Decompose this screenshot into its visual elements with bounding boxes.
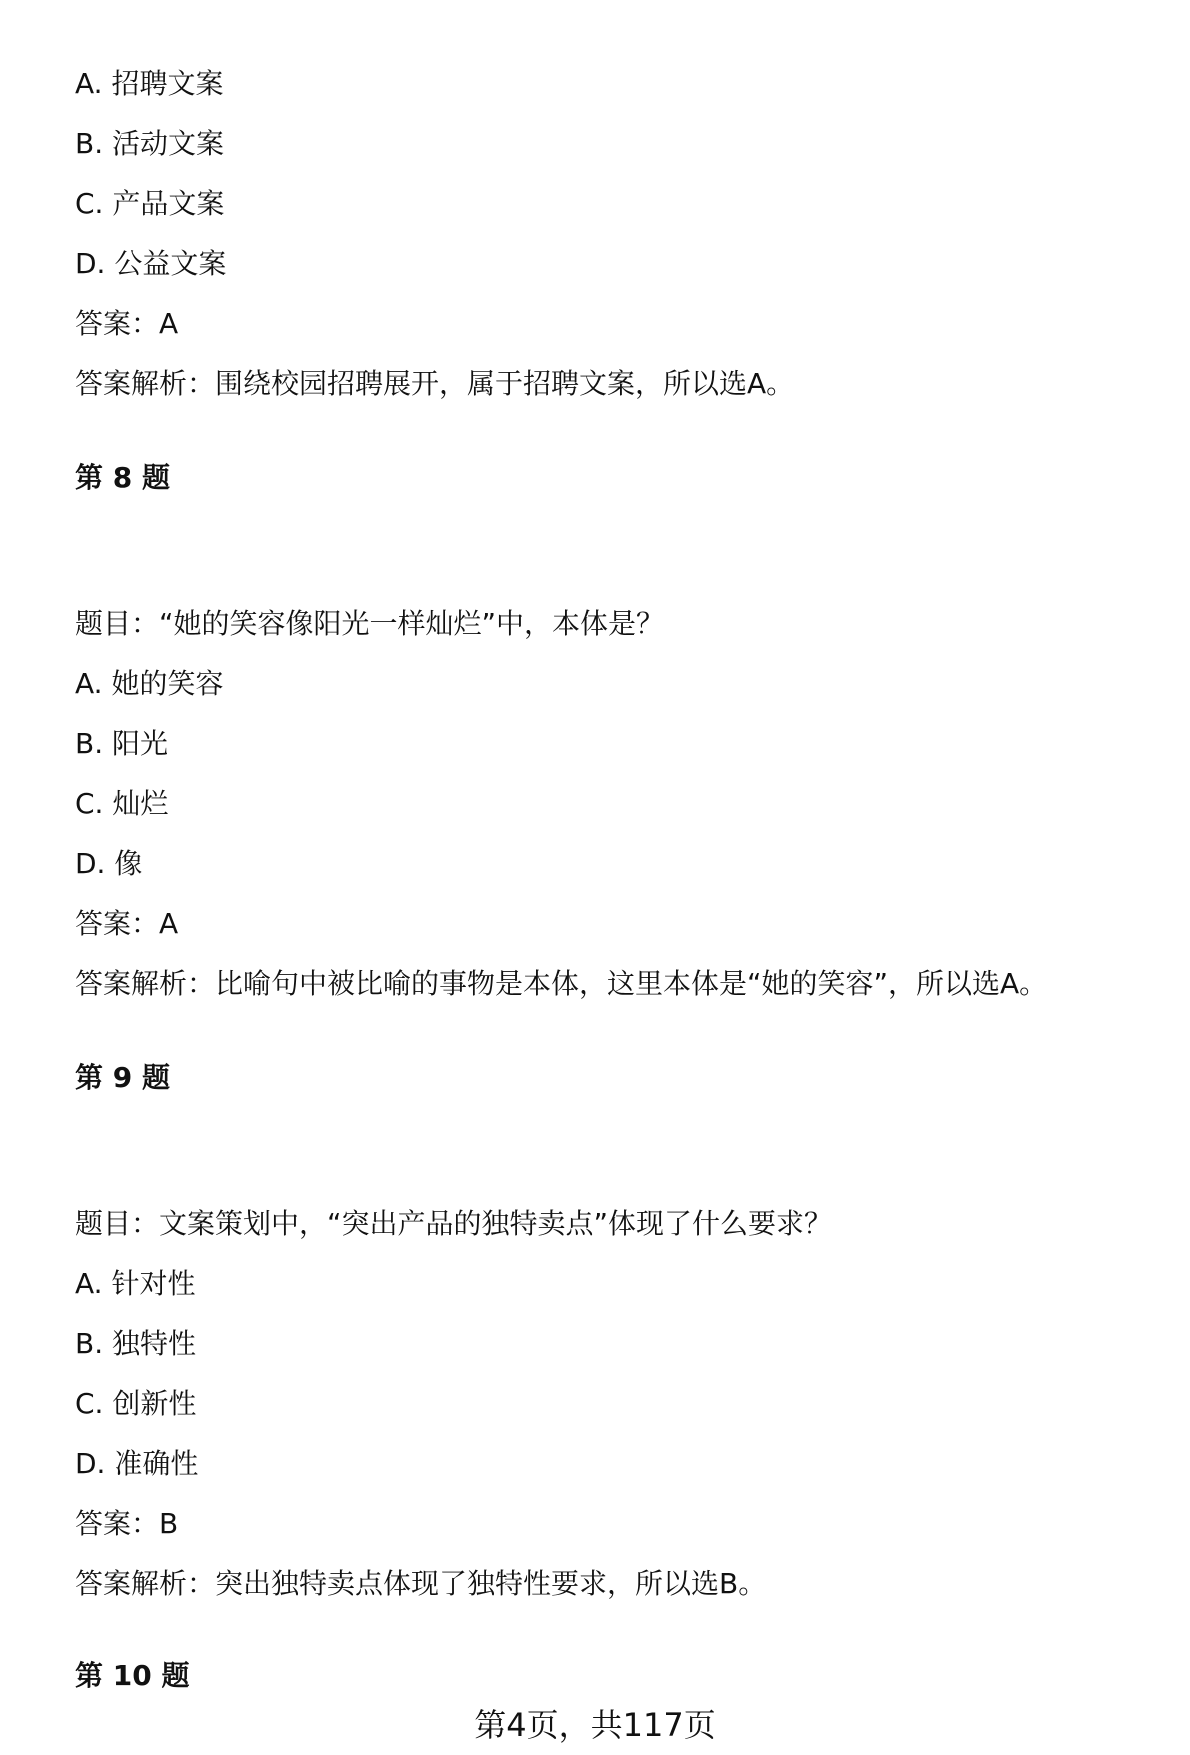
q7-option-d: D. 公益文案 — [75, 247, 227, 280]
q7-option-b: B. 活动文案 — [75, 127, 225, 160]
q9-question: 题目：文案策划中，“突出产品的独特卖点”体现了什么要求？ — [75, 1207, 833, 1240]
q9-option-c: C. 创新性 — [75, 1387, 197, 1420]
q8-option-d: D. 像 — [75, 847, 143, 880]
q9-answer: 答案：B — [75, 1507, 179, 1540]
q7-option-c: C. 产品文案 — [75, 187, 225, 220]
page-number-footer: 第4页，共117页 — [474, 1706, 716, 1744]
q7-explanation: 答案解析：围绕校园招聘展开，属于招聘文案，所以选A。 — [75, 367, 795, 400]
q8-answer: 答案：A — [75, 907, 179, 940]
q9-heading: 第 9 题 — [75, 1061, 170, 1094]
q10-heading: 第 10 题 — [75, 1659, 190, 1692]
q7-option-a: A. 招聘文案 — [75, 67, 224, 100]
q9-explanation: 答案解析：突出独特卖点体现了独特性要求，所以选B。 — [75, 1567, 767, 1600]
q8-option-b: B. 阳光 — [75, 727, 169, 760]
q8-heading: 第 8 题 — [75, 461, 170, 494]
q9-option-b: B. 独特性 — [75, 1327, 197, 1360]
q8-option-a: A. 她的笑容 — [75, 667, 224, 700]
q7-answer: 答案：A — [75, 307, 179, 340]
q8-question: 题目：“她的笑容像阳光一样灿烂”中，本体是？ — [75, 607, 665, 640]
q8-option-c: C. 灿烂 — [75, 787, 169, 820]
q9-option-a: A. 针对性 — [75, 1267, 196, 1300]
q9-option-d: D. 准确性 — [75, 1447, 199, 1480]
q8-explanation: 答案解析：比喻句中被比喻的事物是本体，这里本体是“她的笑容”，所以选A。 — [75, 967, 1048, 1000]
